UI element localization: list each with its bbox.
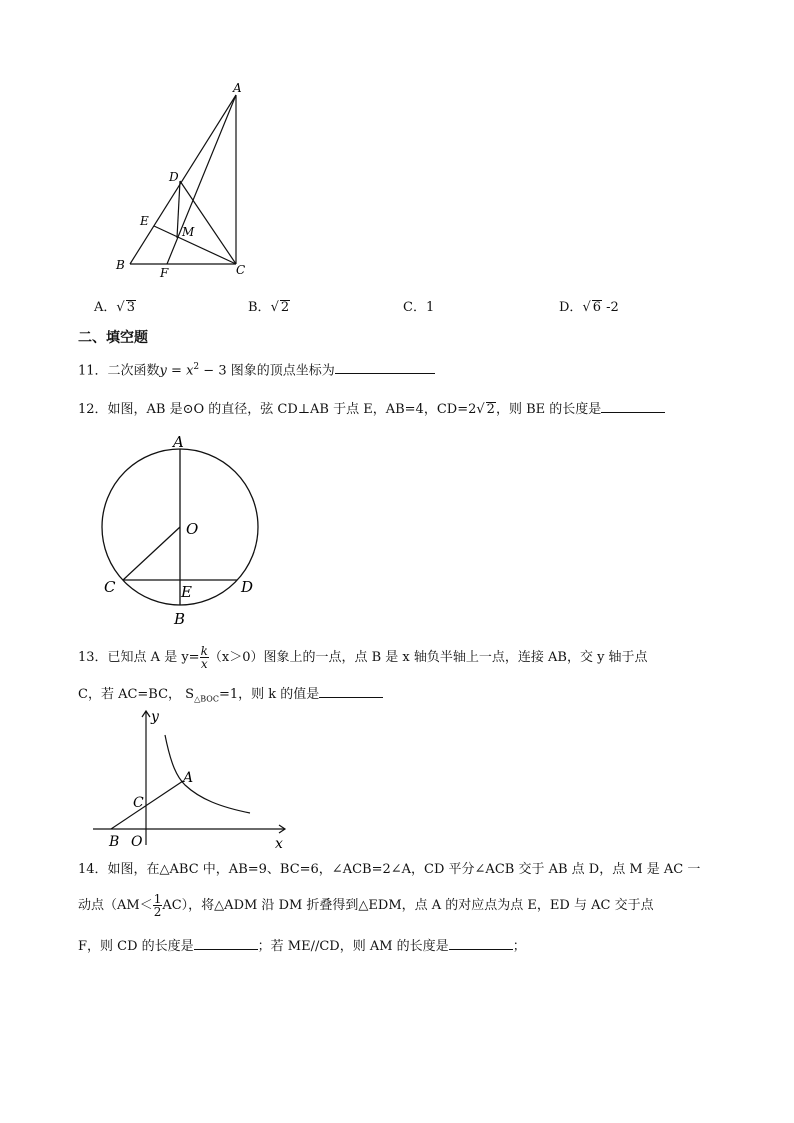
question-13-line2: C，若 AC=BC， $S_{\triangle BOC}=1$，则 k 的值是 <box>78 683 383 710</box>
label-D: D <box>169 170 179 184</box>
label-E: E <box>140 214 149 228</box>
label-C: C <box>104 578 116 596</box>
q10-option-d[interactable]: D．√ 6 -2 <box>559 300 619 315</box>
question-13-line1: 13．已知点 A 是 y= $\frac{k}{x}$ （x＞0）图象上的一点，点 B 是 x 轴负半轴上一点，连接 AB，交 y 轴于点 <box>78 644 648 671</box>
label-M: M <box>182 225 195 239</box>
question-14-line1: 14．如图，在△ABC 中，AB=9、BC=6，∠ACB=2∠A，CD 平分∠ACB 交于 AB 点 D，点 M 是 AC 一 <box>78 862 701 877</box>
question-12: 12．如图，AB 是⊙O 的直径，弦 CD⊥AB 于点 E，AB=4，CD=2√ 2，则 BE 的长度是 <box>78 398 665 420</box>
q10-option-b[interactable]: B．√ 2 <box>248 300 290 315</box>
label-B: B <box>174 610 186 628</box>
figure-q10-triangle <box>105 75 265 280</box>
label-B: B <box>116 258 125 272</box>
figure-q13-graph <box>85 705 295 855</box>
section-title: 二、填空题 <box>78 330 148 346</box>
q13-answer-blank[interactable] <box>319 683 383 698</box>
q10-option-c[interactable]: C．1 <box>403 300 435 315</box>
q14-answer-blank-1[interactable] <box>194 935 258 950</box>
question-14-line3: F，则 CD 的长度是 ；若 ME//CD，则 AM 的长度是 ； <box>78 935 526 957</box>
label-B: B <box>109 834 120 850</box>
label-C: C <box>133 795 144 811</box>
question-11: 11．二次函数$y = x^2 - 3$ 图象的顶点坐标为 <box>78 357 435 381</box>
label-O: O <box>131 834 143 850</box>
q14-answer-blank-2[interactable] <box>449 935 513 950</box>
label-C: C <box>236 263 246 277</box>
label-A: A <box>173 433 184 451</box>
question-14-line2: 动点（AM＜ $\frac{1}{2}$ AC），将△ADM 沿 DM 折叠得到△EDM，点 A 的对应点为点 E，ED 与 AC 交于点 <box>78 892 654 919</box>
label-F: F <box>160 266 169 280</box>
label-y: y <box>151 709 159 725</box>
label-D: D <box>241 578 254 596</box>
label-E: E <box>181 583 192 601</box>
q12-answer-blank[interactable] <box>601 398 665 413</box>
label-O: O <box>186 520 199 538</box>
label-A: A <box>233 81 242 95</box>
figure-q12-circle <box>95 430 270 630</box>
label-A: A <box>183 770 194 786</box>
q10-option-a[interactable]: A．√ 3 <box>94 300 135 315</box>
q11-answer-blank[interactable] <box>335 359 435 374</box>
label-x: x <box>275 836 283 852</box>
